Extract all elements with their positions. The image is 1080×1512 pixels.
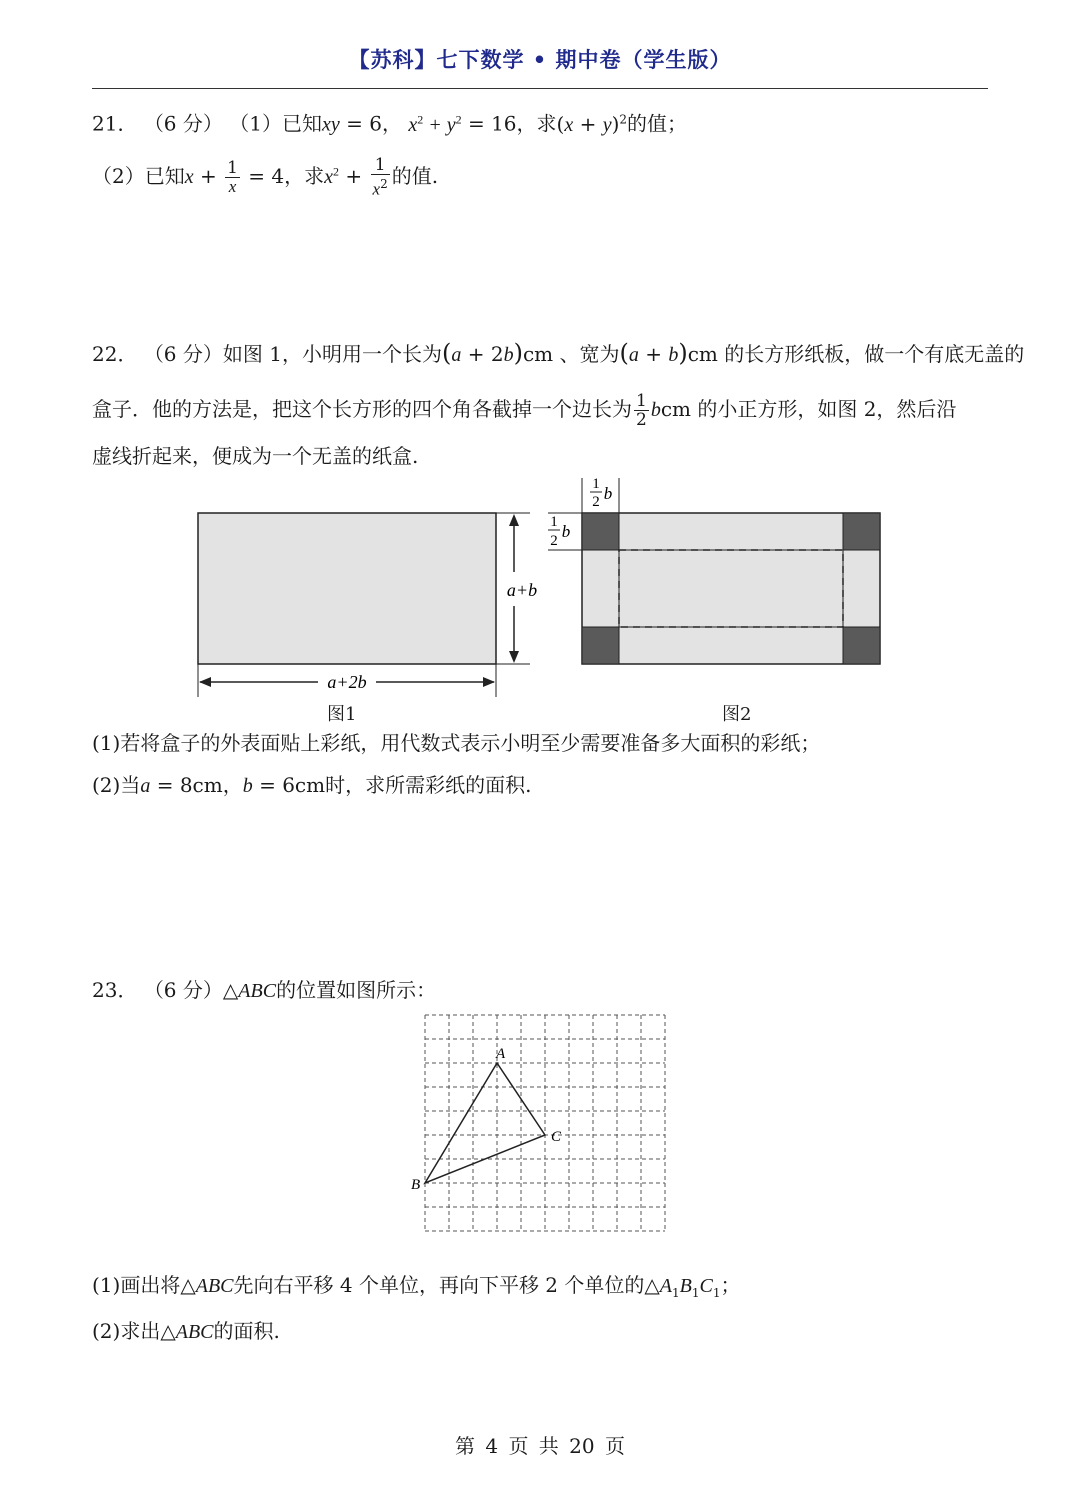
- q21-line1: 21． （6 分） （1）已知xy = 6， $x^2 + y^2 = 16$，求$(x + y)^2$的值；: [92, 111, 688, 136]
- q23-sub2: (2)求出△ABC的面积.: [92, 1319, 280, 1343]
- q23-sub1-c: ；: [720, 1273, 741, 1297]
- q23-grid-figure: [405, 1005, 680, 1255]
- vertex-label-b: B: [411, 1177, 421, 1193]
- q23-number: 23．: [92, 978, 138, 1002]
- q21-score: （6 分）: [143, 111, 223, 136]
- q21-p1-ask: ，求: [516, 111, 557, 136]
- fig2-caption: 图2: [722, 704, 752, 725]
- q22-line1: 22． （6 分）如图 1，小明用一个长为(a + 2b)cm 、宽为(a + b)cm 的长方形纸板，做一个有底无盖的: [92, 339, 1025, 367]
- q22-l1-b: cm 、宽为: [522, 342, 620, 366]
- fig2-left-num: 1: [550, 514, 558, 530]
- fig2-corner-square: [843, 627, 880, 664]
- fig2-corner-square: [582, 627, 619, 664]
- q21-frac-1-over-x: $\frac{1}{x}$: [227, 157, 238, 196]
- q21-p1-sep: ，: [381, 111, 402, 136]
- q23-line1: 23． （6 分）△ABC的位置如图所示：: [92, 978, 437, 1002]
- q21-p1-prefix: （1）已知: [229, 111, 322, 136]
- q22-sub2-b: 时，求所需彩纸的面积.: [325, 773, 532, 797]
- q22-number: 22．: [92, 342, 138, 366]
- page-header: 【苏科】七下数学 • 期中卷（学生版）: [348, 48, 732, 72]
- q23-sub2-b: 的面积.: [213, 1319, 280, 1343]
- q22-l2-b: cm 的小正方形，如图 2，然后沿: [660, 397, 957, 421]
- q23-sub1: (1)画出将△ABC先向右平移 4 个单位，再向下平移 2 个单位的$\triangle A_1B_1C_1$；: [92, 1273, 741, 1300]
- q21-p2-suffix: 的值.: [391, 163, 439, 188]
- fig1-width-label: a+2b: [327, 672, 367, 692]
- q22-figure1: [190, 500, 550, 700]
- q22-score: （6 分）: [143, 342, 223, 366]
- q23-sub1-b: 先向右平移 4 个单位，再向下平移 2 个单位的: [233, 1273, 645, 1297]
- fig1-caption: 图1: [327, 704, 357, 725]
- q22-l2-a: 盒子．他的方法是，把这个长方形的四个角各截掉一个边长为: [92, 397, 632, 421]
- fig2-corner-square: [843, 513, 880, 550]
- fig1-height-label: a+b: [506, 580, 538, 600]
- q22-frac-half: $\frac{1}{2}$: [636, 391, 647, 430]
- fig2-top-num: 1: [592, 476, 600, 492]
- fig2-left-den: 2: [550, 533, 558, 549]
- q22-figure2: [540, 470, 890, 670]
- q21-formula-target: $(x + y)^2$: [556, 111, 628, 136]
- q21-formula-sum: $x^2 + y^2$: [408, 112, 462, 136]
- q21-p2-ask: ，求: [284, 163, 325, 188]
- page-number: 第 4 页 共 20 页: [455, 1434, 625, 1458]
- q21-p1-suffix: 的值；: [627, 111, 688, 136]
- fig2-top-var: b: [603, 484, 613, 503]
- fig2-rectangle: [582, 513, 880, 664]
- q21-frac-1-over-x2: $\frac{1}{x^2}$: [372, 155, 388, 199]
- q22-line3: 虚线折起来，便成为一个无盖的纸盒.: [92, 444, 419, 468]
- q22-l1-c: cm 的长方形纸板，做一个有底无盖的: [687, 342, 1025, 366]
- q22-line2: 盒子．他的方法是，把这个长方形的四个角各截掉一个边长为 $\frac{1}{2}$ bcm 的小正方形，如图 2，然后沿: [92, 391, 957, 430]
- q22-sub2: (2)当a = 8cm，b = 6cm时，求所需彩纸的面积.: [92, 773, 532, 797]
- q22-sub2-a: (2)当: [92, 773, 141, 797]
- fig2-corner-square: [582, 513, 619, 550]
- q23-sub1-a: (1)画出将: [92, 1273, 181, 1297]
- fig2-top-den: 2: [592, 494, 600, 510]
- q21-line2: （2）已知x + $\frac{1}{x}$ = 4，求$x^2$ + $\frac{1}{x^2}$ 的值.: [92, 155, 439, 199]
- q23-score: （6 分）: [143, 978, 223, 1002]
- q21-p2-prefix: （2）已知: [92, 163, 185, 188]
- fig1-rectangle: [198, 513, 496, 664]
- triangle-abc: [425, 1063, 545, 1183]
- q23-intro: 的位置如图所示：: [276, 978, 437, 1002]
- vertex-label-c: C: [551, 1129, 562, 1145]
- vertex-label-a: A: [496, 1046, 506, 1062]
- q23-sub2-a: (2)求出: [92, 1319, 161, 1343]
- fig2-left-var: b: [561, 522, 571, 541]
- q21-number: 21．: [92, 111, 138, 136]
- q22-sub1: (1)若将盒子的外表面贴上彩纸，用代数式表示小明至少需要准备多大面积的彩纸；: [92, 731, 821, 755]
- header-divider: [92, 88, 988, 89]
- q22-l1-a: 如图 1，小明用一个长为: [222, 342, 442, 366]
- q21-formula-xy: xy: [322, 113, 340, 136]
